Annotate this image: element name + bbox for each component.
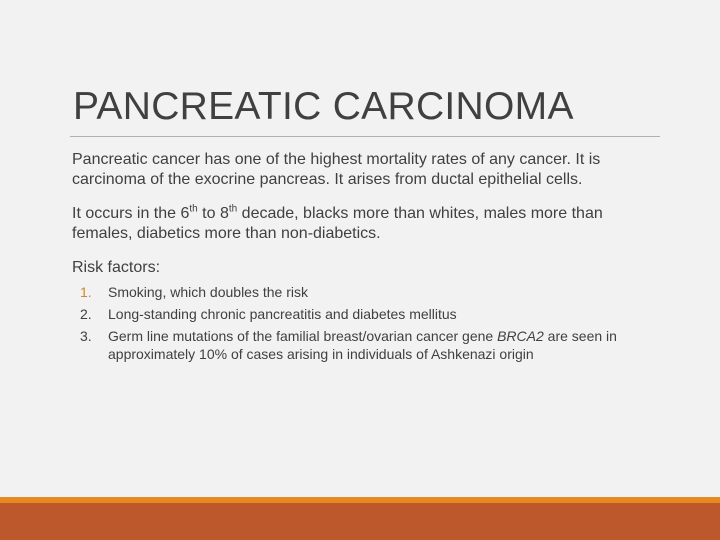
list-number: 1. [80, 284, 92, 300]
list-item [80, 327, 657, 363]
slide-body [72, 150, 657, 367]
intro-paragraph: Pancreatic cancer has one of the highest mortality rates of any cancer. It is carcinoma of the exocrine pancreas. It arises from ductal epithelial cells. [72, 151, 601, 188]
list-item-text [108, 328, 617, 362]
occurrence-text-1: It occurs in the 6 [72, 205, 190, 222]
list-item [80, 283, 657, 301]
footer-bar [0, 503, 720, 540]
risk-factors-list [72, 283, 657, 363]
list-number: 2. [80, 306, 92, 322]
occurrence-paragraph [72, 204, 657, 244]
list-item-text-after: are seen in approximately 10% of cases arising in individuals of Ashkenazi origin [108, 328, 617, 362]
list-item [80, 305, 657, 323]
gene-name: BRCA2 [497, 328, 544, 344]
list-item-text: Long-standing chronic pancreatitis and diabetes mellitus [108, 306, 457, 322]
list-item-text: Smoking, which doubles the risk [108, 284, 308, 300]
title-divider [70, 136, 660, 137]
ordinal-suffix: th [189, 203, 198, 215]
slide-title: PANCREATIC CARCINOMA [73, 85, 574, 128]
list-item-text-before: Germ line mutations of the familial breast/ovarian cancer gene [108, 328, 498, 344]
ordinal-suffix: th [228, 203, 238, 215]
risk-factors-heading: Risk factors: [72, 259, 161, 276]
occurrence-text-2: to 8 [197, 205, 229, 222]
list-number: 3. [80, 328, 92, 344]
occurrence-text-3: decade, blacks more than whites, males more than females, diabetics more than non-diabetics. [72, 205, 603, 242]
